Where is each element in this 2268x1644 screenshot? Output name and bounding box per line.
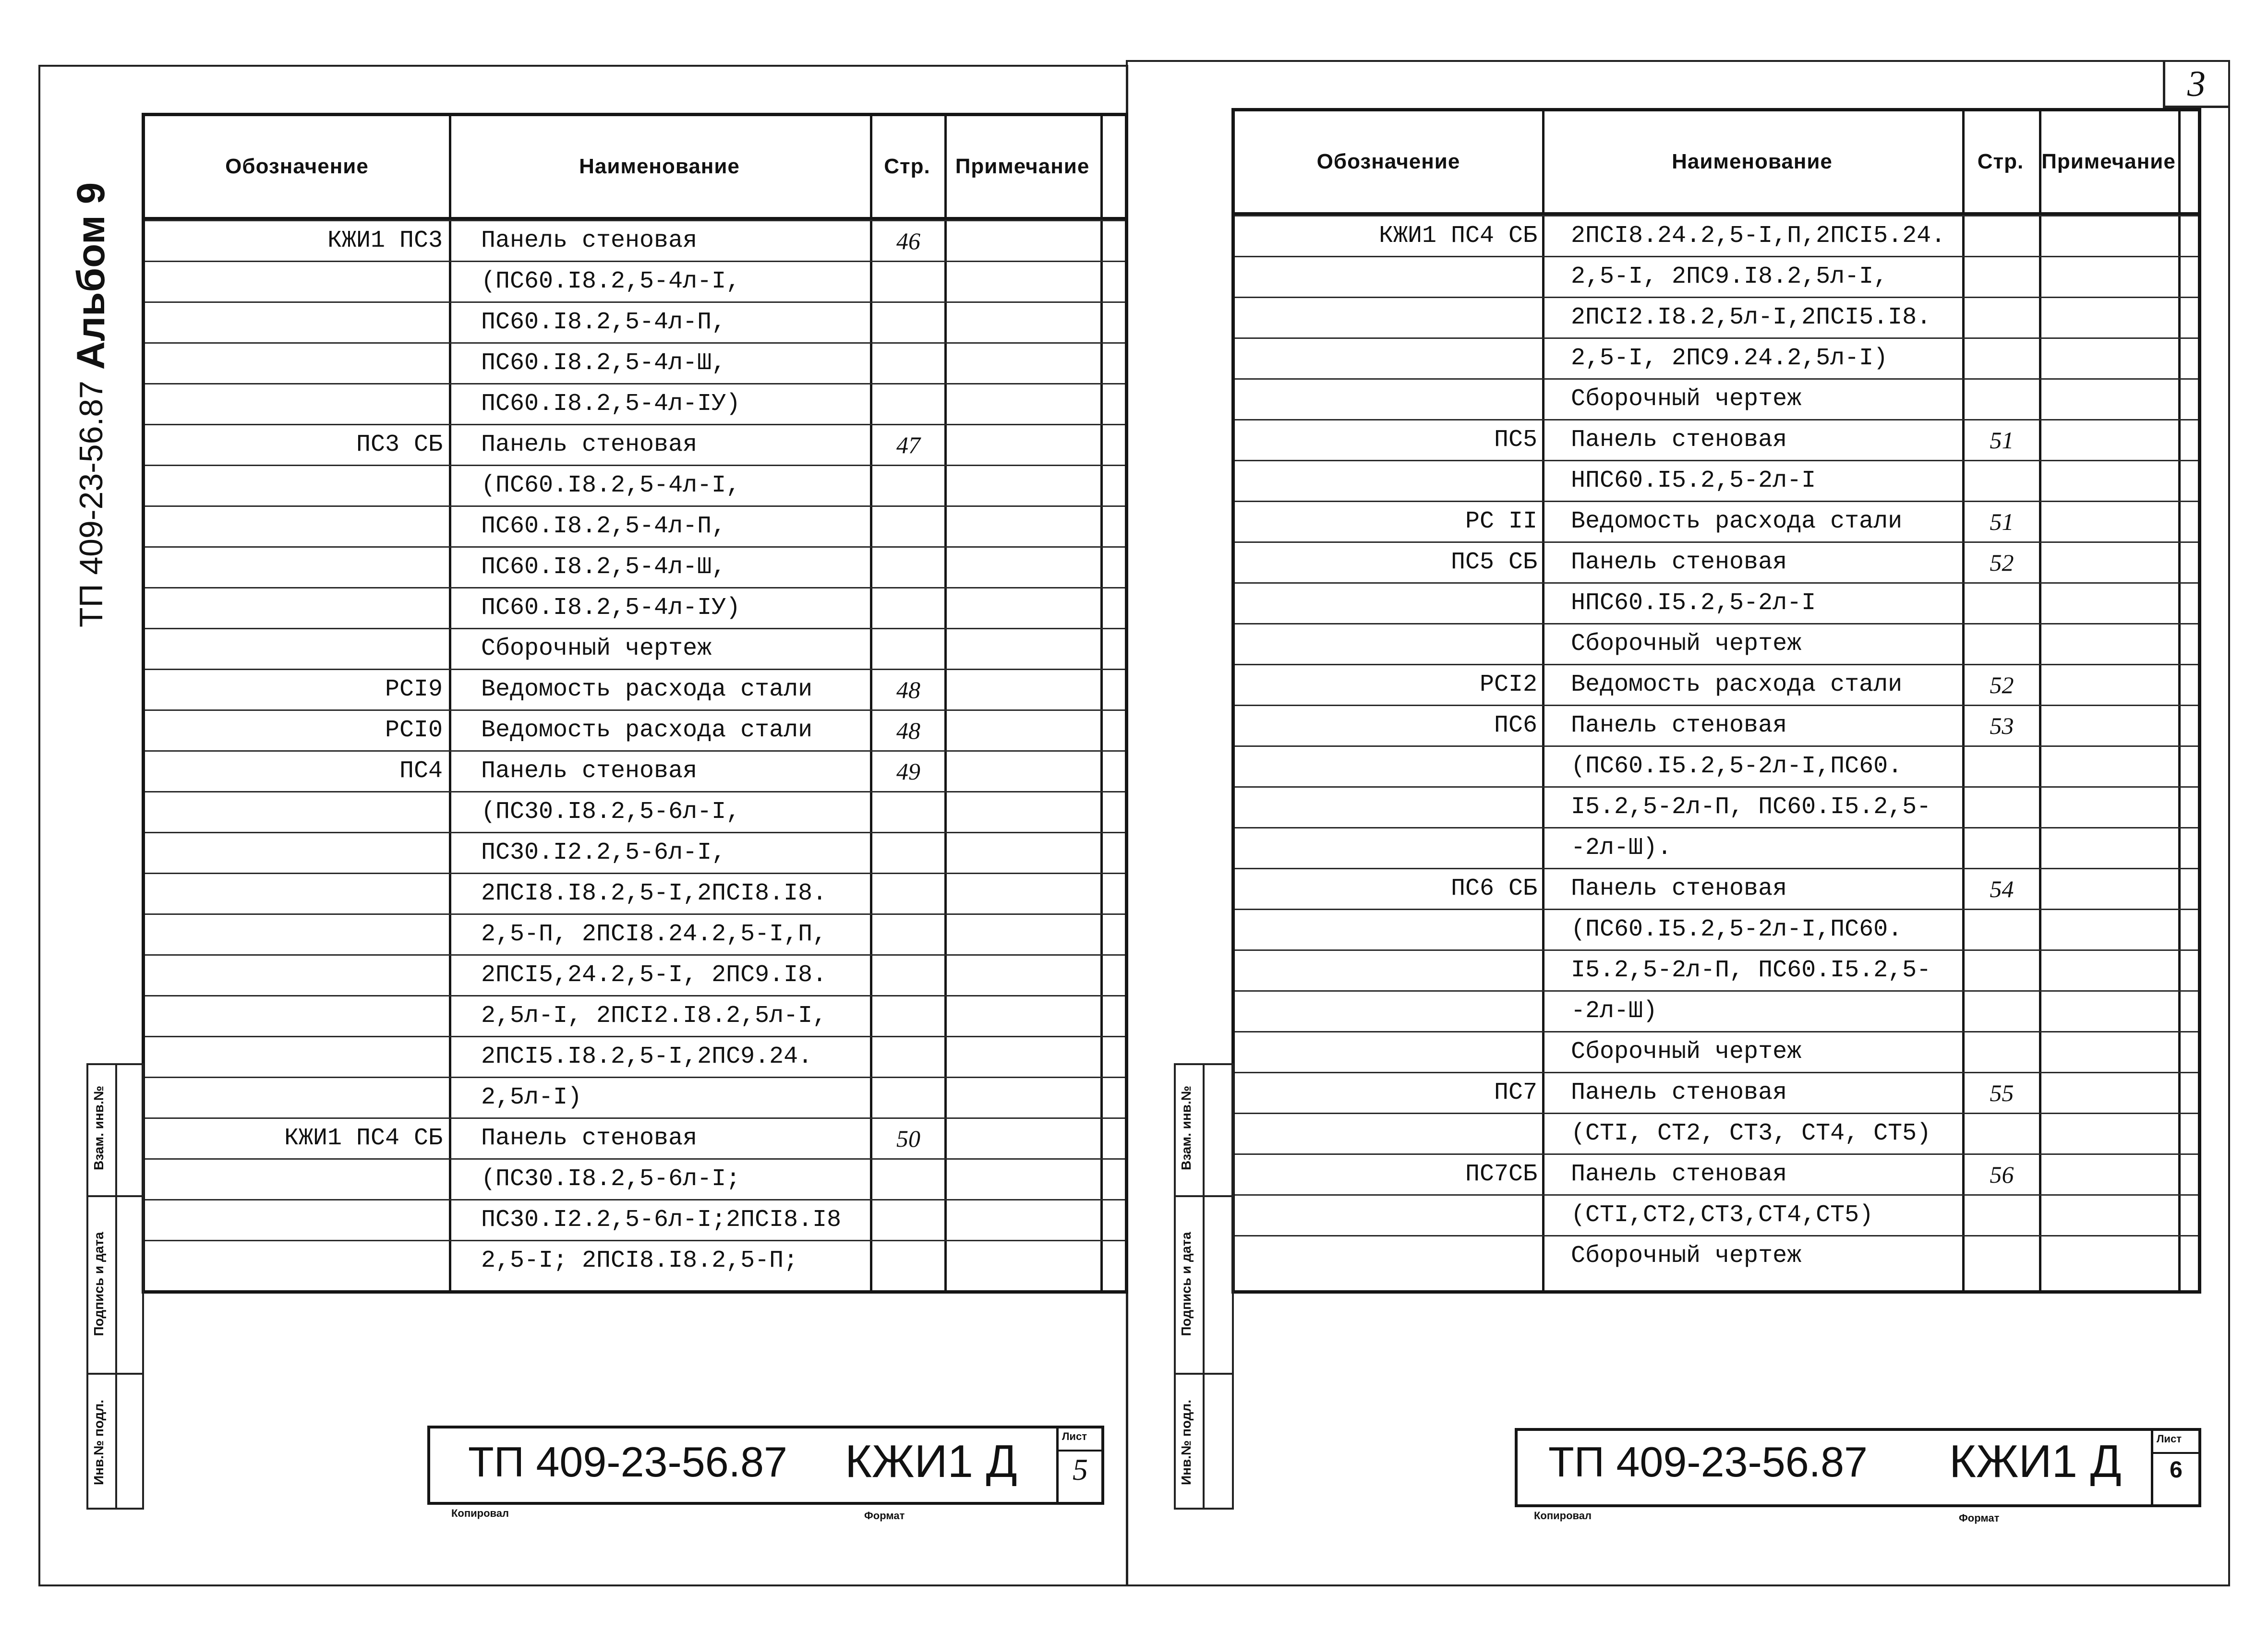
table-row: [1235, 1153, 2198, 1194]
table-row: [145, 587, 1125, 628]
row-page: [872, 996, 944, 1036]
row-name: ПС60.I8.2,5-4л-Ш,: [481, 553, 726, 581]
row-page: 47: [896, 432, 920, 458]
left-side-col2: Подпись и дата: [91, 1232, 106, 1336]
table-row: [145, 954, 1125, 995]
row-page: [1965, 951, 2039, 990]
table-row: [145, 424, 1125, 465]
row-name: Панель стеновая: [1571, 1161, 1787, 1188]
row-name: -2л-Ш): [1571, 997, 1658, 1025]
row-name: (СТI, СТ2, СТ3, СТ4, СТ5): [1571, 1120, 1931, 1147]
header-designation: Обозначение: [225, 155, 369, 178]
album-label: Альбом 9: [69, 182, 113, 370]
header-name: Наименование: [579, 155, 740, 178]
row-name: 2,5л-I): [481, 1084, 582, 1111]
row-page: 52: [1990, 549, 2014, 576]
row-page: [1965, 257, 2039, 297]
table-row: [1235, 1113, 2198, 1153]
row-name: Сборочный чертеж: [1571, 385, 1802, 413]
row-page: [872, 1078, 944, 1117]
row-name: (ПС60.I8.2,5-4л-I,: [481, 268, 741, 295]
row-name: I5.2,5-2л-П, ПС60.I5.2,5-: [1571, 793, 1931, 821]
side-code: ТП 409-23-56.87: [73, 381, 109, 627]
table-row: [145, 383, 1125, 424]
row-page: 48: [896, 676, 920, 703]
row-designation: [1235, 1114, 1537, 1153]
row-page: 52: [1990, 672, 2014, 698]
table-row: [1235, 541, 2198, 582]
row-designation: [145, 996, 443, 1036]
table-row: [1235, 827, 2198, 868]
table-row: [145, 505, 1125, 546]
row-name: Панель стеновая: [481, 1125, 698, 1152]
row-name: Панель стеновая: [1571, 549, 1787, 576]
row-designation: [145, 1037, 443, 1077]
table-row: [145, 1117, 1125, 1158]
row-name: ПС30.I2.2,5-6л-I,: [481, 839, 726, 866]
row-designation: КЖИ1 ПС4 СБ: [1378, 222, 1537, 250]
right-sheet-number: 6: [2170, 1457, 2183, 1483]
row-page: [1965, 1236, 2039, 1276]
row-name: 2ПСI8.24.2,5-I,П,2ПСI5.24.: [1571, 222, 1946, 250]
table-row: [1235, 949, 2198, 990]
row-designation: [145, 303, 443, 342]
table-row: [1235, 501, 2198, 541]
left-sheet-number: 5: [1073, 1452, 1088, 1487]
row-name: Панель стеновая: [481, 227, 698, 254]
row-designation: ПС6 СБ: [1450, 875, 1537, 902]
row-designation: ПС7СБ: [1465, 1161, 1537, 1188]
row-page: [1965, 461, 2039, 501]
table-row: [1235, 337, 2198, 378]
row-designation: [1235, 298, 1537, 337]
table-row: [1235, 745, 2198, 786]
row-designation: КЖИ1 ПС3: [327, 227, 443, 254]
row-name: Панель стеновая: [1571, 1079, 1787, 1106]
row-designation: [145, 833, 443, 873]
left-sheet-label: Лист: [1062, 1430, 1087, 1442]
left-spec-table: [142, 113, 1128, 1294]
row-page: 48: [896, 717, 920, 744]
row-name: 2ПСI5.I8.2,5-I,2ПС9.24.: [481, 1043, 813, 1070]
row-page: [1965, 339, 2039, 378]
row-designation: [145, 629, 443, 669]
row-name: 2ПСI8.I8.2,5-I,2ПСI8.I8.: [481, 880, 827, 907]
row-page: [872, 548, 944, 587]
row-page: 55: [1990, 1080, 2014, 1106]
row-name: Ведомость расхода стали: [1571, 508, 1903, 535]
row-designation: ПС3 СБ: [356, 431, 443, 458]
table-row: [145, 1240, 1125, 1281]
row-page: [872, 303, 944, 342]
table-row: [1235, 256, 2198, 297]
row-designation: [1235, 624, 1537, 664]
left-footer-format: Формат: [864, 1510, 905, 1522]
row-page: [872, 915, 944, 954]
row-page: 51: [1990, 427, 2014, 454]
table-row: [1235, 705, 2198, 745]
header-page: Стр.: [1977, 150, 2024, 173]
row-designation: ПС5: [1494, 426, 1537, 454]
row-designation: [1235, 1196, 1537, 1235]
row-name: Панель стеновая: [481, 431, 698, 458]
row-name: Сборочный чертеж: [1571, 1242, 1802, 1270]
table-row: [145, 791, 1125, 832]
row-name: ПС60.I8.2,5-4л-IУ): [481, 390, 741, 418]
row-name: ПС60.I8.2,5-4л-П,: [481, 309, 726, 336]
row-designation: [145, 1241, 443, 1281]
row-designation: [1235, 992, 1537, 1031]
row-page: [1965, 216, 2039, 256]
row-name: 2,5-П, 2ПСI8.24.2,5-I,П,: [481, 921, 827, 948]
row-name: Ведомость расхода стали: [1571, 671, 1903, 698]
table-row: [145, 261, 1125, 301]
row-name: ПС60.I8.2,5-4л-IУ): [481, 594, 741, 622]
table-row: [145, 750, 1125, 791]
header-page: Стр.: [884, 155, 930, 178]
row-page: [872, 1241, 944, 1281]
row-page: [1965, 584, 2039, 623]
row-designation: [1235, 257, 1537, 297]
row-name: Ведомость расхода стали: [481, 717, 813, 744]
row-designation: РСI2: [1479, 671, 1537, 698]
row-name: Сборочный чертеж: [1571, 1038, 1802, 1066]
table-row: [145, 220, 1125, 261]
row-page: [1965, 747, 2039, 786]
right-stamp-code: ТП 409-23-56.87: [1548, 1438, 1868, 1486]
left-footer-copied: Копировал: [451, 1507, 509, 1519]
table-row: [145, 1077, 1125, 1117]
table-row: [145, 1036, 1125, 1077]
row-page: [872, 874, 944, 913]
row-page: [1965, 298, 2039, 337]
row-designation: [1235, 339, 1537, 378]
right-side-col3: Инв.№ подл.: [1179, 1400, 1194, 1486]
left-side-col3: Инв.№ подл.: [91, 1400, 106, 1486]
row-name: 2,5-I, 2ПС9.I8.2,5л-I,: [1571, 263, 1888, 290]
table-row: [145, 832, 1125, 873]
row-designation: [145, 1078, 443, 1117]
row-designation: [1235, 828, 1537, 868]
table-row: [1235, 215, 2198, 256]
row-page: [872, 588, 944, 628]
row-designation: [145, 344, 443, 383]
header-designation: Обозначение: [1316, 150, 1460, 173]
row-name: ПС60.I8.2,5-4л-Ш,: [481, 349, 726, 377]
row-designation: [1235, 461, 1537, 501]
row-page: [872, 833, 944, 873]
row-designation: ПС5 СБ: [1450, 549, 1537, 576]
row-page: 49: [896, 758, 920, 785]
row-designation: [1235, 380, 1537, 419]
right-side-col1: Взам. инв.№: [1179, 1086, 1194, 1170]
table-row: [145, 342, 1125, 383]
row-page: [1965, 992, 2039, 1031]
row-page: [1965, 910, 2039, 949]
row-page: [872, 1037, 944, 1077]
right-footer-copied: Копировал: [1534, 1510, 1592, 1522]
row-name: Панель стеновая: [1571, 875, 1787, 902]
table-row: [1235, 1072, 2198, 1113]
row-page: 56: [1990, 1161, 2014, 1188]
row-name: Ведомость расхода стали: [481, 676, 813, 703]
row-page: [872, 344, 944, 383]
row-page: 51: [1990, 508, 2014, 535]
row-page: [872, 1160, 944, 1199]
row-designation: ПС6: [1494, 712, 1537, 739]
row-name: ПС60.I8.2,5-4л-П,: [481, 513, 726, 540]
row-name: 2,5л-I, 2ПСI2.I8.2,5л-I,: [481, 1002, 827, 1030]
row-designation: [1235, 1236, 1537, 1276]
row-page: [872, 629, 944, 669]
row-designation: РСI0: [385, 717, 443, 744]
page-number: 3: [2187, 64, 2206, 104]
table-row: [1235, 378, 2198, 419]
row-page: [872, 384, 944, 424]
row-page: [872, 792, 944, 832]
row-name: (СТI,СТ2,СТ3,СТ4,СТ5): [1571, 1201, 1874, 1229]
row-name: ПС30.I2.2,5-6л-I;2ПСI8.I8: [481, 1206, 842, 1234]
row-name: 2ПСI5,24.2,5-I, 2ПС9.I8.: [481, 961, 827, 989]
table-row: [145, 709, 1125, 750]
row-designation: ПС4: [399, 757, 443, 785]
row-designation: [145, 507, 443, 546]
left-stamp-code: ТП 409-23-56.87: [468, 1438, 787, 1486]
table-row: [145, 873, 1125, 913]
row-page: [872, 956, 944, 995]
row-page: 46: [896, 228, 920, 254]
row-name: (ПС60.I5.2,5-2л-I,ПС60.: [1571, 916, 1903, 943]
row-name: 2ПСI2.I8.2,5л-I,2ПСI5.I8.: [1571, 304, 1931, 331]
row-name: (ПС60.I8.2,5-4л-I,: [481, 472, 741, 499]
row-page: [1965, 1114, 2039, 1153]
row-name: Панель стеновая: [481, 757, 698, 785]
row-page: [872, 466, 944, 505]
table-row: [1235, 460, 2198, 501]
row-designation: [1235, 1032, 1537, 1072]
row-page: 54: [1990, 876, 2014, 902]
row-page: 50: [896, 1125, 920, 1152]
table-row: [1235, 1235, 2198, 1276]
row-page: [1965, 1032, 2039, 1072]
row-name: (ПС60.I5.2,5-2л-I,ПС60.: [1571, 753, 1903, 780]
row-name: НПС60.I5.2,5-2л-I: [1571, 589, 1816, 617]
table-row: [1235, 1194, 2198, 1235]
row-designation: [145, 956, 443, 995]
row-designation: КЖИ1 ПС4 СБ: [284, 1125, 443, 1152]
row-designation: [145, 915, 443, 954]
row-page: [1965, 1196, 2039, 1235]
table-row: [1235, 786, 2198, 827]
right-spec-table: [1231, 108, 2201, 1294]
table-row: [145, 913, 1125, 954]
table-row: [1235, 990, 2198, 1031]
right-side-col2: Подпись и дата: [1179, 1232, 1194, 1336]
row-designation: [145, 262, 443, 301]
row-designation: [145, 384, 443, 424]
row-name: НПС60.I5.2,5-2л-I: [1571, 467, 1816, 494]
row-name: Панель стеновая: [1571, 426, 1787, 454]
table-row: [1235, 419, 2198, 460]
row-name: I5.2,5-2л-П, ПС60.I5.2,5-: [1571, 957, 1931, 984]
header-note: Примечание: [955, 155, 1090, 178]
row-page: [872, 1200, 944, 1240]
row-name: (ПС30.I8.2,5-6л-I,: [481, 798, 741, 826]
row-designation: [1235, 951, 1537, 990]
table-row: [145, 669, 1125, 709]
row-designation: [145, 466, 443, 505]
row-name: Сборочный чертеж: [1571, 630, 1802, 658]
table-row: [1235, 909, 2198, 949]
row-page: 53: [1990, 712, 2014, 739]
header-name: Наименование: [1672, 150, 1833, 173]
table-row: [1235, 868, 2198, 909]
table-row: [145, 995, 1125, 1036]
left-stamp-mark: КЖИ1 Д: [845, 1436, 1017, 1487]
row-page: [872, 507, 944, 546]
row-designation: [145, 588, 443, 628]
left-side-col1: Взам. инв.№: [91, 1086, 106, 1170]
table-row: [1235, 623, 2198, 664]
row-designation: [1235, 788, 1537, 827]
right-sheet-label: Лист: [2157, 1433, 2182, 1445]
table-row: [1235, 582, 2198, 623]
row-name: (ПС30.I8.2,5-6л-I;: [481, 1165, 741, 1193]
row-designation: РСI9: [385, 676, 443, 703]
row-designation: [145, 548, 443, 587]
row-name: Сборочный чертеж: [481, 635, 712, 662]
row-name: -2л-Ш).: [1571, 834, 1672, 862]
row-designation: ПС7: [1494, 1079, 1537, 1106]
row-designation: [1235, 747, 1537, 786]
table-row: [145, 301, 1125, 342]
row-designation: [1235, 584, 1537, 623]
table-row: [145, 546, 1125, 587]
row-designation: РС II: [1465, 508, 1537, 535]
row-page: [1965, 380, 2039, 419]
row-designation: [145, 1160, 443, 1199]
row-designation: [145, 792, 443, 832]
table-row: [145, 465, 1125, 505]
table-row: [145, 628, 1125, 669]
header-note: Примечание: [2041, 150, 2176, 173]
right-footer-format: Формат: [1959, 1512, 2000, 1524]
row-designation: [1235, 910, 1537, 949]
row-page: [872, 262, 944, 301]
row-page: [1965, 624, 2039, 664]
row-name: Панель стеновая: [1571, 712, 1787, 739]
table-row: [145, 1158, 1125, 1199]
row-name: 2,5-I; 2ПСI8.I8.2,5-П;: [481, 1247, 798, 1274]
table-row: [1235, 664, 2198, 705]
row-designation: [145, 874, 443, 913]
table-row: [1235, 297, 2198, 337]
row-designation: [145, 1200, 443, 1240]
row-page: [1965, 828, 2039, 868]
right-stamp-mark: КЖИ1 Д: [1949, 1436, 2122, 1487]
row-name: 2,5-I, 2ПС9.24.2,5л-I): [1571, 345, 1888, 372]
table-row: [1235, 1031, 2198, 1072]
row-page: [1965, 788, 2039, 827]
table-row: [145, 1199, 1125, 1240]
